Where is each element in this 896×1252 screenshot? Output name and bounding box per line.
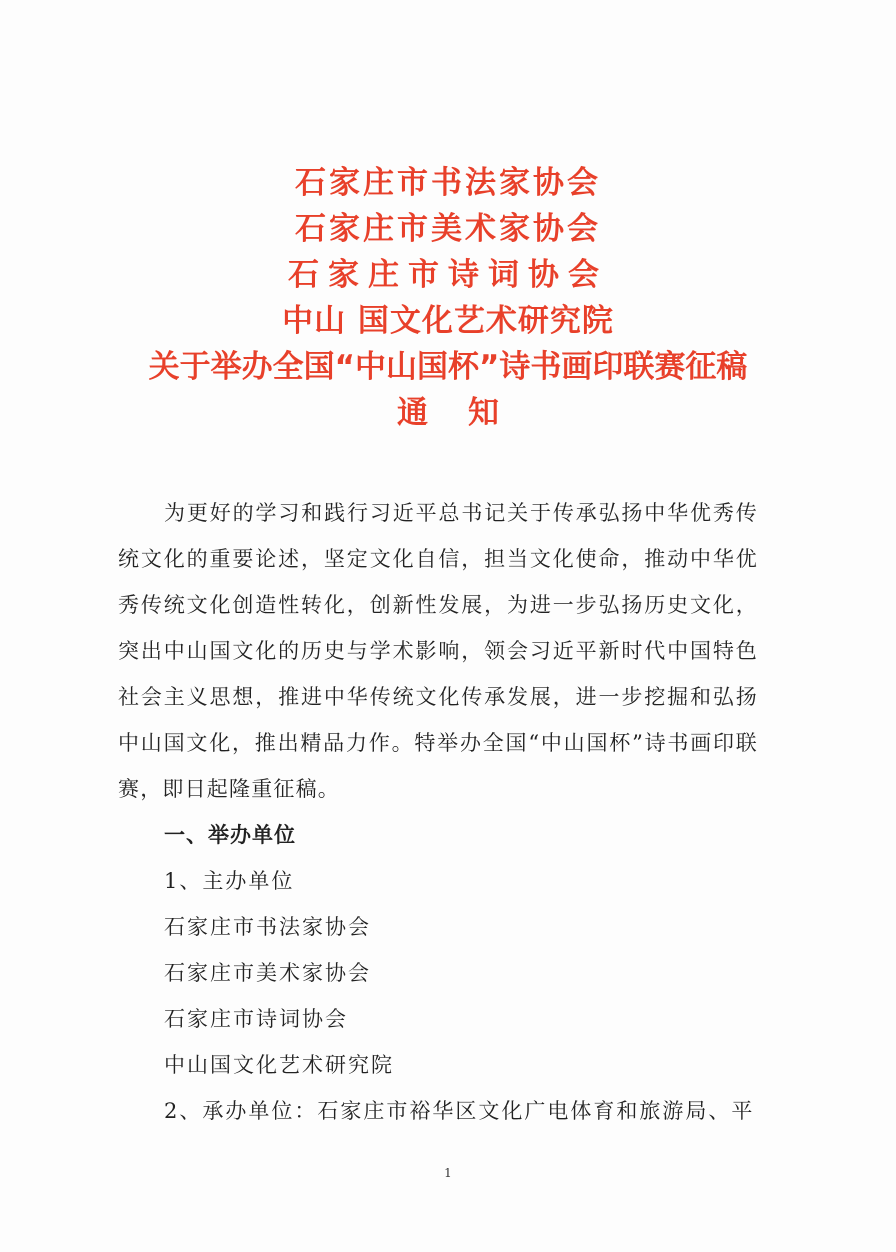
header-line-calligraphy-association: 石家庄市书法家协会 — [295, 165, 601, 201]
document-header — [0, 160, 896, 436]
intro-paragraph: 为更好的学习和践行习近平总书记关于传承弘扬中华优秀传统文化的重要论述，坚定文化自信，担当文化使命，推动中华优秀传统文化创造性转化，创新性发展，为进一步弘扬历史文化，突出中山国文化的历史与学术影响，领会习近平新时代中国特色社会主义思想，推进中华传统文化传承发展，进一步挖掘和弘扬中山国文化，推出精品力作。特举办全国“中山国杯”诗书画印联赛，即日起隆重征稿。 — [118, 501, 758, 801]
header-line-notice-subject: 关于举办全国“中山国杯”诗书画印联赛征稿 — [148, 349, 748, 385]
sponsor-item: 石家庄市美术家协会 — [164, 961, 371, 985]
sponsor-item: 中山国文化艺术研究院 — [164, 1053, 394, 1077]
section-heading-organizers: 一、举办单位 — [164, 823, 296, 847]
header-line-art-association: 石家庄市美术家协会 — [295, 211, 601, 247]
document-body — [118, 490, 758, 1134]
header-line-zhongshan-institute: 中山 国文化艺术研究院 — [282, 303, 614, 339]
sponsor-item: 石家庄市书法家协会 — [164, 915, 371, 939]
header-line-poetry-association: 石家庄市诗词协会 — [288, 257, 608, 293]
page-number: 1 — [444, 1166, 452, 1180]
sponsor-item: 石家庄市诗词协会 — [164, 1007, 348, 1031]
header-line-notice-title: 通知 — [397, 395, 539, 431]
organizer-line: 2、承办单位：石家庄市裕华区文化广电体育和旅游局、平 — [164, 1099, 755, 1123]
sponsor-label: 1、主办单位 — [164, 869, 295, 893]
